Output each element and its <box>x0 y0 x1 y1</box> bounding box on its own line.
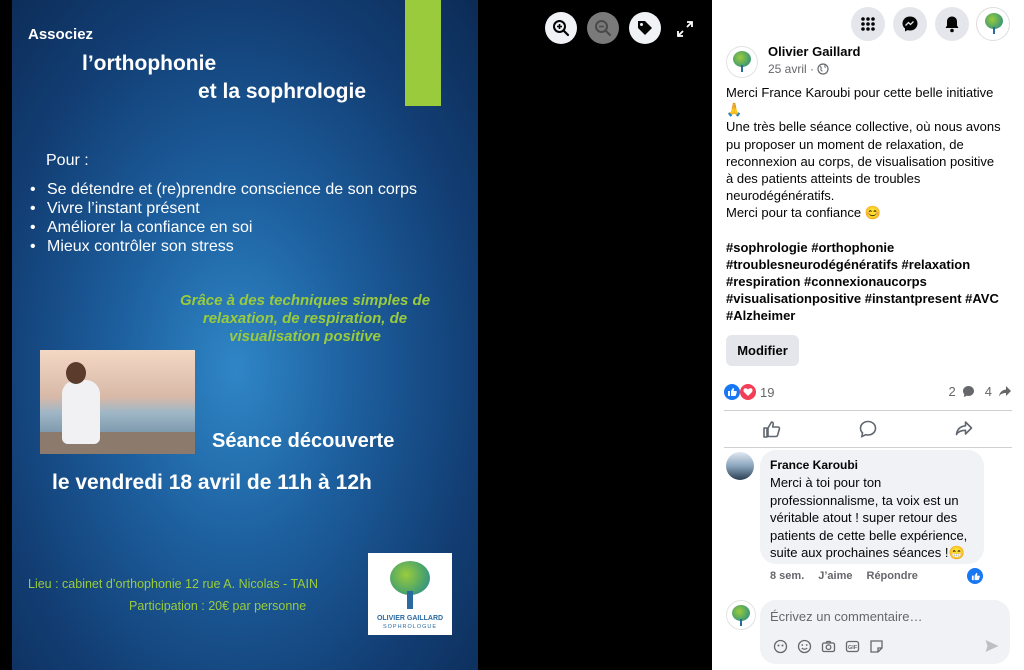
comment-line: professionnalisme, ta voix est un <box>770 492 959 508</box>
photo-person-head <box>66 362 86 384</box>
post-panel <box>712 0 1024 670</box>
comment-count-icon <box>962 385 975 398</box>
hashtag-line[interactable]: #visualisationpositive #instantpresent #AVC <box>726 291 999 307</box>
comment-age[interactable]: 8 sem. <box>770 570 805 582</box>
comment-count[interactable]: 2 <box>948 384 956 399</box>
sticker-icon[interactable] <box>868 638 884 654</box>
comment-input[interactable] <box>770 606 1000 626</box>
poster-techniques <box>150 292 460 346</box>
like-reaction-icon <box>724 384 740 400</box>
techniques-line: Grâce à des techniques simples de <box>179 292 431 309</box>
zoom-in-icon <box>552 19 570 37</box>
post-meta <box>768 62 829 76</box>
svg-text:GIF: GIF <box>847 644 857 651</box>
post-text-line: neurodégénératifs. <box>726 188 835 204</box>
poster-bullet: • Améliorer la confiance en soi <box>30 218 417 237</box>
post-text-line: pu proposer un moment de relaxation, de <box>726 136 964 152</box>
post-text-line: Une très belle séance collective, où nous avons <box>726 119 1001 135</box>
photo-person <box>62 380 100 444</box>
share-icon[interactable] <box>954 419 974 439</box>
zoom-out-button[interactable] <box>587 12 619 44</box>
tree-trunk <box>993 27 995 34</box>
emoji-icon[interactable] <box>796 638 812 654</box>
techniques-line: relaxation, de respiration, de <box>202 310 408 327</box>
tag-icon <box>636 19 654 37</box>
expand-icon[interactable] <box>676 20 694 38</box>
commenter-avatar[interactable] <box>726 452 754 480</box>
camera-icon[interactable] <box>820 638 836 654</box>
avatar-sticker-icon[interactable] <box>772 638 788 654</box>
globe-icon <box>817 63 829 75</box>
sophrologue-logo <box>368 553 452 635</box>
tree-trunk <box>741 65 743 72</box>
comment-meta <box>770 570 918 582</box>
poster-bullet-list <box>30 180 417 256</box>
messenger-icon <box>901 15 919 33</box>
bell-icon <box>944 15 960 33</box>
comment-line: suite aux prochaines séances !😁 <box>770 545 965 560</box>
tree-icon <box>390 561 430 595</box>
gif-icon[interactable] <box>844 638 860 654</box>
comment-like-link[interactable]: J’aime <box>818 570 853 582</box>
poster-bullet: • Mieux contrôler son stress <box>30 237 417 256</box>
share-count[interactable]: 4 <box>984 384 992 399</box>
top-bar <box>712 0 1024 46</box>
comment-text <box>770 474 974 562</box>
comment-reply-link[interactable]: Répondre <box>866 570 918 582</box>
logo-name: OLIVIER GAILLARD <box>376 615 444 622</box>
tree-trunk <box>407 591 413 609</box>
poster-line3: et la sophrologie <box>198 80 367 103</box>
comment-bubble <box>760 450 984 564</box>
poster-line2: l’orthophonie <box>82 52 217 75</box>
tree-trunk <box>740 619 742 626</box>
post-author[interactable]: Olivier Gaillard <box>768 44 861 59</box>
meditation-photo <box>40 350 195 454</box>
poster-participation: Participation : 20€ par personne <box>129 599 307 613</box>
tag-button[interactable] <box>629 12 661 44</box>
post-text-line: Merci France Karoubi pour cette belle initiative <box>726 85 994 100</box>
account-avatar[interactable] <box>976 7 1010 41</box>
zoom-out-icon <box>594 19 612 37</box>
poster-seance: Séance découverte <box>212 430 395 452</box>
post-date[interactable]: 25 avril · <box>768 62 815 76</box>
techniques-line: visualisation positive <box>229 328 381 345</box>
comment-composer <box>760 600 1010 664</box>
post-actions-bar <box>724 410 1012 448</box>
hashtag-line[interactable]: #respiration #connexionaucorps <box>726 274 927 290</box>
composer-tools <box>772 638 884 654</box>
poster-pour: Pour : <box>46 152 89 169</box>
share-count-icon <box>998 385 1012 398</box>
reaction-summary[interactable] <box>724 384 774 400</box>
reaction-count: 19 <box>760 384 775 400</box>
poster-date: le vendredi 18 avril de 11h à 12h <box>52 471 372 494</box>
poster-bullet: • Vivre l’instant présent <box>30 199 417 218</box>
grid-icon <box>860 16 876 32</box>
logo-sub: SOPHROLOGUE <box>382 624 438 630</box>
comment-line: Merci à toi pour ton <box>770 475 882 490</box>
messenger-button[interactable] <box>893 7 927 41</box>
send-icon[interactable] <box>984 638 1000 654</box>
notifications-button[interactable] <box>935 7 969 41</box>
composer-avatar <box>726 600 756 630</box>
comment-line: véritable atout ! super retour des <box>770 510 958 525</box>
poster-bullet: • Se détendre et (re)prendre conscience de son corps <box>30 180 417 199</box>
event-poster-image <box>12 0 478 670</box>
comment-author[interactable]: France Karoubi <box>770 458 859 472</box>
comment-line: patients de cette belle expérience, <box>770 527 968 543</box>
zoom-in-button[interactable] <box>545 12 577 44</box>
post-text-line: à des patients atteints de troubles <box>726 171 921 187</box>
like-icon[interactable] <box>762 419 782 439</box>
author-avatar[interactable] <box>726 46 758 78</box>
edit-post-button[interactable]: Modifier <box>726 335 799 366</box>
menu-button[interactable] <box>851 7 885 41</box>
poster-accent-bar <box>405 0 441 106</box>
poster-line1: Associez <box>28 26 94 43</box>
hashtag-line[interactable]: #troublesneurodégénératifs #relaxation <box>726 256 971 272</box>
post-text-line: reconnexion au corps, de visualisation positive <box>726 153 995 169</box>
post-text-line: 🙏 <box>726 102 743 118</box>
hashtag-line[interactable]: #sophrologie #orthophonie <box>726 239 895 255</box>
post-body <box>726 84 1018 325</box>
post-text-line: Merci pour ta confiance 😊 <box>726 205 881 221</box>
love-reaction-icon <box>740 384 756 400</box>
comment-icon[interactable] <box>858 419 878 439</box>
comment-like-reaction-icon[interactable] <box>967 568 983 584</box>
hashtag-line[interactable]: #Alzheimer <box>726 308 796 324</box>
poster-lieu: Lieu : cabinet d’orthophonie 12 rue A. Nicolas - TAIN <box>28 577 318 591</box>
engagement-counts <box>949 384 1012 399</box>
